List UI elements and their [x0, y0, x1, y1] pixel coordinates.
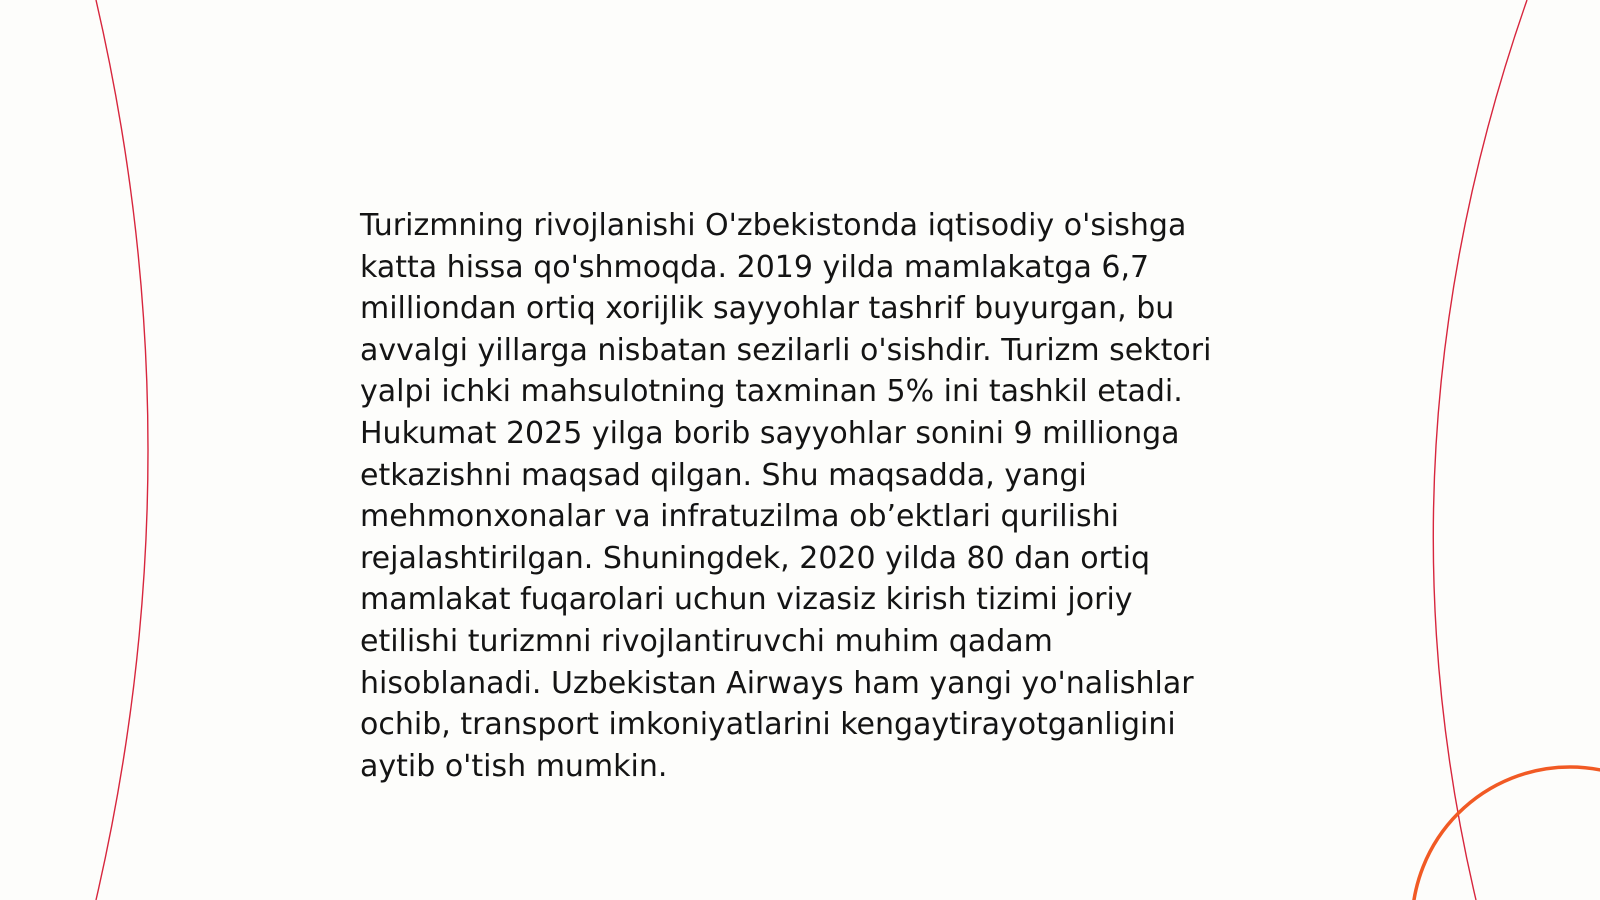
slide-body-text: Turizmning rivojlanishi O'zbekistonda iqtisodiy o'sishga katta hissa qo'shmoqda. 2019 yilda mamlakatga 6,7 milliondan ortiq xorijlik sayyohlar tashrif buyurgan, bu avvalgi yillarga nisbatan sezilarli o'sishdir. Turizm sektori yalpi ichki mahsulotning taxminan 5% ini tashkil etadi. Hukumat 2025 yilga borib sayyohlar sonini 9 millionga etkazishni maqsad qilgan. Shu maqsadda, yangi mehmonxonalar va infratuzilma ob’ektlari qurilishi rejalashtirilgan. Shuningdek, 2020 yilda 80 dan ortiq mamlakat fuqarolari uchun vizasiz kirish tizimi joriy etilishi turizmni rivojlantiruvchi muhim qadam hisoblanadi. Uzbekistan Airways ham yangi yo'nalishlar ochib, transport imkoniyatlarini kengaytirayotganligini aytib o'tish mumkin. [360, 208, 1212, 784]
right-curve-line [1433, 0, 1527, 900]
left-curve-line [96, 0, 148, 900]
orange-arc [1412, 767, 1600, 900]
